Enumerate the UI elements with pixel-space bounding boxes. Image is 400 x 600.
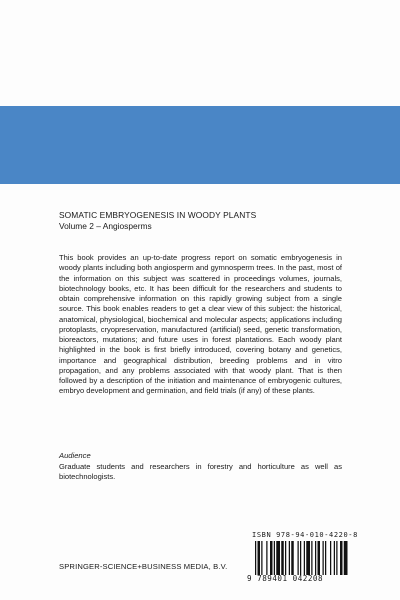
barcode-bar [304,541,305,575]
barcode-bar [306,541,310,575]
title-block [59,210,359,232]
barcode-bar [334,541,335,575]
barcode-bar [325,541,326,575]
barcode-bar [340,541,343,575]
barcode-bar [255,541,256,575]
barcode-bar [285,541,286,575]
barcode-bar [311,541,312,575]
volume-subtitle: Volume 2 – Angiosperms [59,221,152,231]
barcode-image [254,541,348,575]
barcode-bar [300,541,301,575]
audience-text: Graduate students and researchers in forestry and horticulture as well as biotechnologists. [59,462,342,482]
barcode-bar [318,541,321,575]
barcode-bar [330,541,331,575]
barcode-bar [298,541,299,575]
barcode-bar [274,541,275,575]
barcode-bar [270,541,273,575]
barcode-digits: 9 789401 042208 [247,574,324,583]
barcode-bar [336,541,337,575]
barcode-bar [266,541,267,575]
publisher-name: SPRINGER-SCIENCE+BUSINESS MEDIA, B.V. [59,562,228,571]
audience-heading: Audience [59,451,91,460]
barcode-bar [289,541,290,575]
barcode-bar [344,541,348,575]
barcode-bar [323,541,324,575]
barcode-bar [315,541,316,575]
barcode-bar [276,541,280,575]
book-description: This book provides an up-to-date progress report on somatic embryogenesis in woody plants including both angiosperm and gymnosperm trees. In the past, most of the information on this subject was scattered in proceedings volumes, journals, biotechnology books, etc. It has been difficult for the researchers and students to obtain comprehensive information on this rapidly growing subject from a single source. This book enables readers to get a clear view of this subject: the historical, anatomical, physiological, biochemical and molecular aspects; applications including protoplasts, cryopreservation, manufactured (artificial) seed, genetic transformation, bioreactors, mutations; and future uses in forest plantations. Each woody plant highlighted in the book is first briefly introduced, covering botany and genetics, importance and geographical distribution, breeding problems and in vitro propagation, and any problems associated with that woody plant. That is then followed by a description of the initiation and maintenance of embryogenic cultures, embryo development and germination, and field trials (if any) of these plants. [59,253,342,396]
barcode-bar [261,541,262,575]
barcode-bar [281,541,284,575]
book-title: SOMATIC EMBRYOGENESIS IN WOODY PLANTS [59,210,257,220]
barcode-bar [258,541,261,575]
cover-color-band [0,106,400,184]
barcode-bar [291,541,294,575]
isbn-label: ISBN 978-94-010-4220-8 [252,531,358,539]
